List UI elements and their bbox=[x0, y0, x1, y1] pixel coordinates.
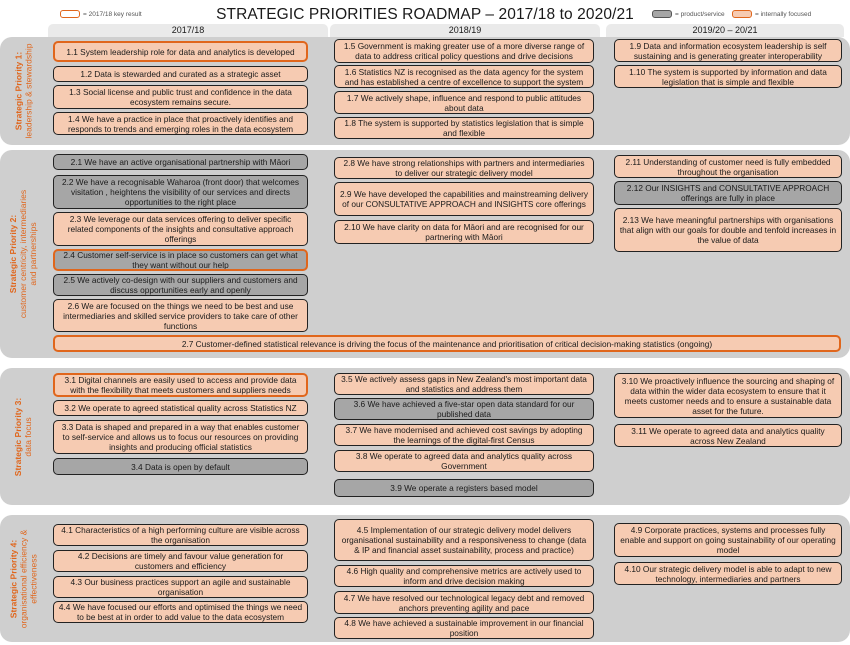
roadmap-item-1-4: 1.4 We have a practice in place that proactively identifies and responds to trends and emerging roles in the data ecosystem bbox=[53, 112, 308, 135]
roadmap-item-2-5: 2.5 We actively co-design with our suppliers and customers and discuss opportunities early and openly bbox=[53, 274, 308, 296]
column-header-2018-19: 2018/19 bbox=[330, 24, 600, 37]
roadmap-item-1-7: 1.7 We actively shape, influence and respond to public attitudes about data bbox=[334, 91, 594, 114]
page-title: STRATEGIC PRIORITIES ROADMAP – 2017/18 to 2020/21 bbox=[216, 6, 634, 23]
legend-internally-focused-label: = internally focused bbox=[755, 10, 812, 18]
roadmap-item-4-1: 4.1 Characteristics of a high performing culture are visible across the organisation bbox=[53, 524, 308, 546]
roadmap-item-3-6: 3.6 We have achieved a five-star open data standard for our published data bbox=[334, 398, 594, 420]
roadmap-item-2-12: 2.12 Our INSIGHTS and CONSULTATIVE APPROACH offerings are fully in place bbox=[614, 181, 842, 205]
roadmap-item-1-3: 1.3 Social license and public trust and confidence in the data ecosystem remains secure. bbox=[53, 85, 308, 109]
roadmap-item-4-8: 4.8 We have achieved a sustainable improvement in our financial position bbox=[334, 617, 594, 639]
roadmap-item-2-4: 2.4 Customer self-service is in place so customers can get what they want without our help bbox=[53, 249, 308, 271]
legend-product-service-label: = product/service bbox=[675, 10, 725, 18]
legend-key-result-label: = 2017/18 key result bbox=[83, 10, 142, 18]
roadmap-item-1-1: 1.1 System leadership role for data and analytics is developed bbox=[53, 41, 308, 62]
roadmap-item-3-2: 3.2 We operate to agreed statistical quality across Statistics NZ bbox=[53, 400, 308, 416]
roadmap-item-2-7: 2.7 Customer-defined statistical relevance is driving the focus of the maintenance and prioritisation of critical decision-making statistics (ongoing) bbox=[53, 335, 841, 352]
roadmap-item-4-10: 4.10 Our strategic delivery model is able to adapt to new technology, intermediaries and partners bbox=[614, 562, 842, 585]
roadmap-item-3-3: 3.3 Data is shaped and prepared in a way that enables customer to self-service and allows us to focus our resources on providing insights and producing official statistics bbox=[53, 420, 308, 454]
roadmap-item-4-7: 4.7 We have resolved our technological legacy debt and removed anchors preventing agility and pace bbox=[334, 591, 594, 614]
priority-3-label: Strategic Priority 3: data focus bbox=[13, 397, 34, 476]
roadmap-item-4-2: 4.2 Decisions are timely and favour value generation for customers and efficiency bbox=[53, 550, 308, 572]
roadmap-item-1-6: 1.6 Statistics NZ is recognised as the data agency for the system and has established a centre of excellence to support the system bbox=[334, 65, 594, 88]
roadmap-item-3-9: 3.9 We operate a registers based model bbox=[334, 479, 594, 497]
roadmap-item-1-10: 1.10 The system is supported by information and data legislation that is simple and flexible bbox=[614, 65, 842, 88]
roadmap-item-4-3: 4.3 Our business practices support an agile and sustainable organisation bbox=[53, 576, 308, 598]
roadmap-item-2-11: 2.11 Understanding of customer need is fully embedded throughout the organisation bbox=[614, 155, 842, 178]
roadmap-item-1-8: 1.8 The system is supported by statistics legislation that is simple and flexible bbox=[334, 117, 594, 139]
roadmap-item-1-5: 1.5 Government is making greater use of a more diverse range of data to address critical policy questions and drive decisions bbox=[334, 39, 594, 63]
roadmap-item-4-4: 4.4 We have focused our efforts and optimised the things we need to be best at in order to add value to the data ecosystem bbox=[53, 601, 308, 623]
priority-4-label: Strategic Priority 4: organisational efficiency & effectiveness bbox=[8, 529, 39, 628]
roadmap-item-1-2: 1.2 Data is stewarded and curated as a strategic asset bbox=[53, 66, 308, 82]
roadmap-item-3-8: 3.8 We operate to agreed data and analytics quality across Government bbox=[334, 450, 594, 472]
roadmap-item-1-9: 1.9 Data and information ecosystem leadership is self sustaining and is generating greater interoperability bbox=[614, 39, 842, 62]
column-header-2019-21: 2019/20 – 20/21 bbox=[606, 24, 844, 37]
roadmap-item-2-1: 2.1 We have an active organisational partnership with Māori bbox=[53, 154, 308, 170]
column-header-2017-18: 2017/18 bbox=[48, 24, 328, 37]
roadmap-item-3-11: 3.11 We operate to agreed data and analytics quality across New Zealand bbox=[614, 424, 842, 447]
roadmap-item-4-9: 4.9 Corporate practices, systems and processes fully enable and support on going sustainability of our operating model bbox=[614, 523, 842, 557]
roadmap-item-3-7: 3.7 We have modernised and achieved cost savings by adopting the learnings of the digital-first Census bbox=[334, 424, 594, 446]
roadmap-item-3-5: 3.5 We actively assess gaps in New Zealand's most important data and statistics and address them bbox=[334, 373, 594, 395]
roadmap-item-2-8: 2.8 We have strong relationships with partners and intermediaries to deliver our strategic delivery model bbox=[334, 157, 594, 179]
roadmap-item-2-13: 2.13 We have meaningful partnerships with organisations that align with our goals for double and tenfold increases in the value of data bbox=[614, 208, 842, 252]
roadmap-item-3-10: 3.10 We proactively influence the sourcing and shaping of data within the wider data ecosystem to ensure that it meets customer needs and to ensure a sustainable data asset for the future. bbox=[614, 373, 842, 418]
roadmap-item-3-4: 3.4 Data is open by default bbox=[53, 458, 308, 475]
roadmap-item-2-3: 2.3 We leverage our data services offering to deliver specific related components of the insights and consultative approach offerings bbox=[53, 212, 308, 246]
roadmap-item-4-6: 4.6 High quality and comprehensive metrics are actively used to inform and drive decision making bbox=[334, 565, 594, 587]
priority-1-label: Strategic Priority 1: leadership & stewardship bbox=[13, 43, 34, 139]
roadmap-item-4-5: 4.5 Implementation of our strategic delivery model delivers organisational sustainability and a responsiveness to change (data & IP and financial asset sustainability, process and practice) bbox=[334, 519, 594, 561]
roadmap-item-3-1: 3.1 Digital channels are easily used to access and provide data with the flexibility that meets customers and suppliers needs bbox=[53, 373, 308, 397]
priority-2-label: Strategic Priority 2: customer centricity, intermediaries and partnerships bbox=[8, 189, 39, 319]
roadmap-item-2-9: 2.9 We have developed the capabilities and mainstreaming delivery of our CONSULTATIVE APPROACH and INSIGHTS core offerings bbox=[334, 182, 594, 216]
roadmap-item-2-6: 2.6 We are focused on the things we need to be best and use intermediaries and skilled service providers to take care of other functions bbox=[53, 299, 308, 332]
roadmap-item-2-10: 2.10 We have clarity on data for Māori and are recognised for our partnering with Māori bbox=[334, 220, 594, 244]
roadmap-item-2-2: 2.2 We have a recognisable Waharoa (front door) that welcomes visitation , heightens the visibility of our services and directs opportunities to the right place bbox=[53, 175, 308, 209]
